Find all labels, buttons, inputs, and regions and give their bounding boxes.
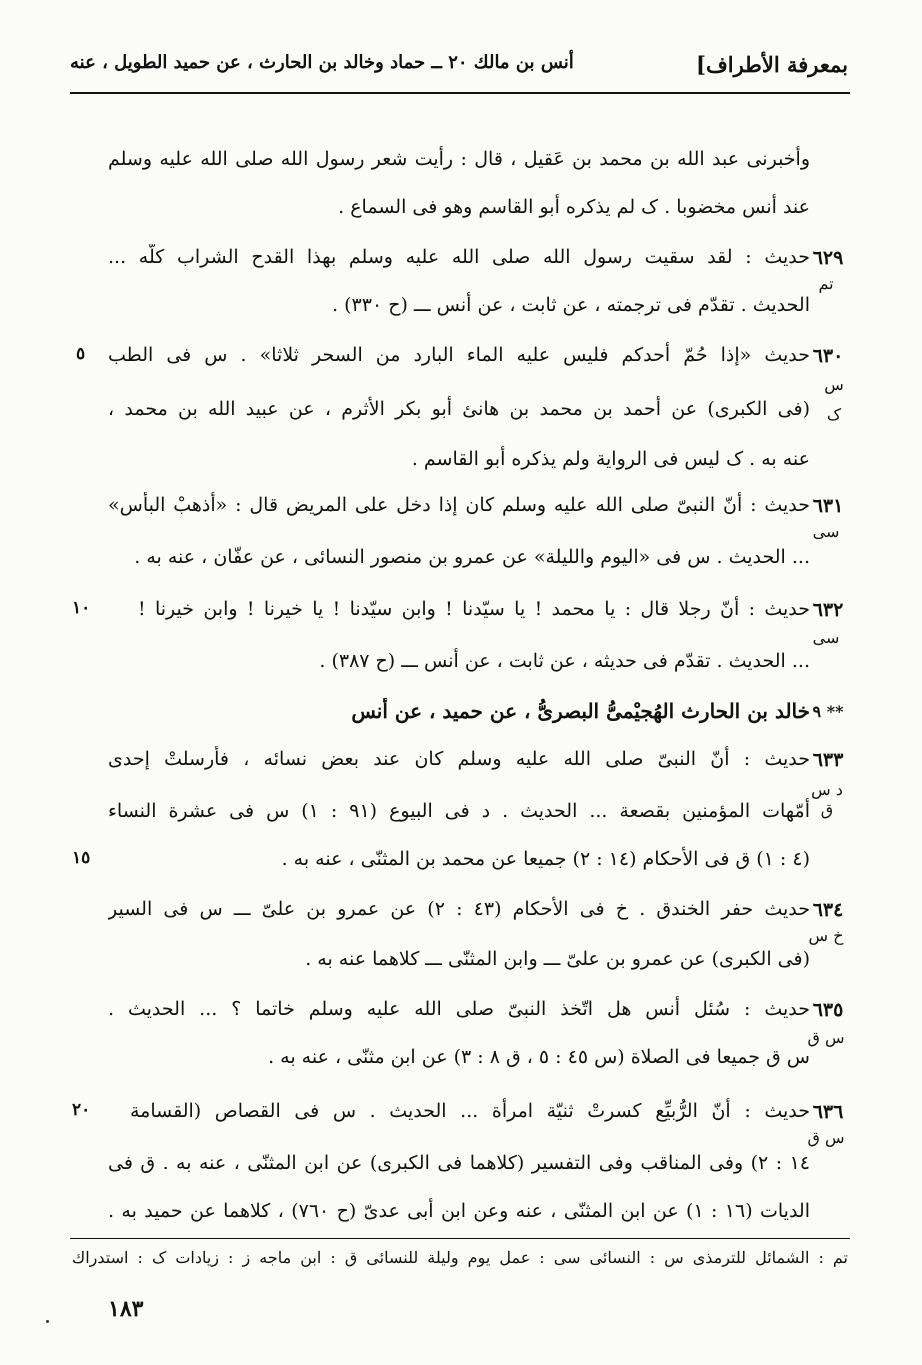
- text-line: (فى الكبرى) عن أحمد بن محمد بن هانئ أبو بكر الأثرم ، عن عبيد الله بن محمد ،: [108, 398, 810, 420]
- text-line: الديات (١٦ : ١) عن ابن المثنّى ، عنه وعن ابن أبى عدىّ (ح ٧٦٠) ، كلاهما عن حميد به .: [108, 1200, 810, 1222]
- hadith-number: ٦٣٤: [812, 899, 844, 921]
- source-sigla: سى: [812, 628, 840, 647]
- source-sigla: تم: [818, 274, 834, 293]
- text-line: ... الحديث . س فى «اليوم والليلة» عن عمرو بن منصور النسائى ، عن عفّان ، عنه به .: [134, 546, 810, 568]
- hadith-number: ٦٣٢: [812, 599, 844, 621]
- text-line: حديث : أنّ النبىّ صلى الله عليه وسلم كان إذا دخل على المريض قال : «أذهبْ البأس»: [108, 494, 810, 516]
- hadith-number: ٦٣١: [812, 495, 844, 517]
- text-line: عنه به . ک ليس فى الرواية ولم يذكره أبو القاسم .: [411, 448, 810, 470]
- text-line: حديث : أنّ رجلا قال : يا محمد ! يا سيّدنا ! وابن سيّدنا ! يا خيرنا ! وابن خيرنا !: [138, 598, 810, 620]
- text-line: الحديث . تقدّم فى ترجمته ، عن ثابت ، عن أنس ـــ (ح ٣٣٠) .: [332, 294, 810, 316]
- line-number: ٥: [76, 344, 86, 364]
- text-line: حديث «إذا حُمّ أحدكم فليس عليه الماء البارد من السحر ثلاثا» . س فى الطب: [108, 344, 810, 366]
- hadith-number: ٦٣٠: [812, 345, 844, 367]
- text-line: حديث : أنّ النبىّ صلى الله عليه وسلم كان عند بعض نسائه ، فأرسلتْ إحدى: [108, 748, 810, 770]
- text-line: حديث حفر الخندق . خ فى الأحكام (٤٣ : ٢) عن عمرو بن علىّ ـــ س فى السير: [108, 898, 810, 920]
- source-sigla: د س ق: [811, 780, 843, 819]
- section-title: خالد بن الحارث الهُجيْمىُّ البصرىُّ ، عن حميد ، عن أنس: [351, 699, 810, 723]
- section-number: ٩ **: [812, 702, 844, 721]
- abbreviations-key: تم : الشمائل للترمذى س : النسائى سى : عمل يوم وليلة للنسائى ق : ابن ماجه ز : زيادات ک : استدراك: [72, 1248, 848, 1267]
- hadith-number: ٦٣٦: [812, 1101, 844, 1123]
- text-line: حديث : لقد سقيت رسول الله صلى الله عليه وسلم بهذا القدح الشراب كلّه ...: [108, 246, 810, 268]
- text-line: (فى الكبرى) عن عمرو بن علىّ ـــ وابن المثنّى ـــ كلاهما عنه به .: [305, 948, 810, 970]
- paper-speck: [46, 1320, 49, 1323]
- text-line: ١٤ : ٢) وفى المناقب وفى التفسير (كلاهما فى الكبرى) عن ابن المثنّى ، عنه به . ق فى: [108, 1152, 810, 1174]
- footnote-rule: [70, 1238, 850, 1239]
- hadith-number: ٦٢٩: [812, 247, 844, 269]
- text-line: وأخبرنى عبد الله بن محمد بن عَقيل ، قال : رأيت شعر رسول الله صلى الله عليه وسلم: [108, 148, 810, 170]
- text-line: ... الحديث . تقدّم فى حديثه ، عن ثابت ، عن أنس ـــ (ح ٣٨٧) .: [319, 650, 810, 672]
- source-sigla: س ق: [807, 1028, 845, 1047]
- text-line: حديث : أنّ الرُّبيِّع كسرتْ ثنيّة امرأة ... الحديث . س فى القصاص (القسامة: [130, 1100, 810, 1122]
- line-number: ٢٠: [72, 1100, 91, 1120]
- text-line: أمّهات المؤمنين بقصعة ... الحديث . د فى البيوع (٩١ : ١) س فى عشرة النساء: [108, 800, 810, 822]
- hadith-number: ٦٣٣: [812, 749, 844, 771]
- source-sigla: س ق: [807, 1128, 845, 1147]
- source-sigla: سى: [812, 522, 840, 541]
- source-sigla: س ک: [824, 375, 844, 424]
- source-sigla: خ س: [808, 926, 844, 945]
- line-number: ١٠: [72, 598, 91, 618]
- text-line: س ق جميعا فى الصلاة (س ٤٥ : ٥ ، ق ٨ : ٣) عن ابن مثنّى ، عنه به .: [268, 1046, 810, 1068]
- line-number: ١٥: [72, 848, 91, 868]
- hadith-number: ٦٣٥: [812, 999, 844, 1021]
- text-line: حديث : سُئل أنس هل اتّخذ النبىّ صلى الله عليه وسلم خاتما ؟ ... الحديث .: [108, 998, 810, 1020]
- running-header-title: بمعرفة الأطراف]: [696, 52, 848, 77]
- header-rule: [70, 92, 850, 94]
- text-line: (٤ : ١) ق فى الأحكام (١٤ : ٢) جميعا عن محمد بن المثنّى ، عنه به .: [281, 848, 810, 870]
- page-number: ١٨٣: [108, 1296, 144, 1322]
- running-header-subject: أنس بن مالك ٢٠ ــ حماد وخالد بن الحارث ، عن حميد الطويل ، عنه: [70, 52, 574, 73]
- text-line: عند أنس مخضوبا . ک لم يذكره أبو القاسم وهو فى السماع .: [338, 196, 810, 218]
